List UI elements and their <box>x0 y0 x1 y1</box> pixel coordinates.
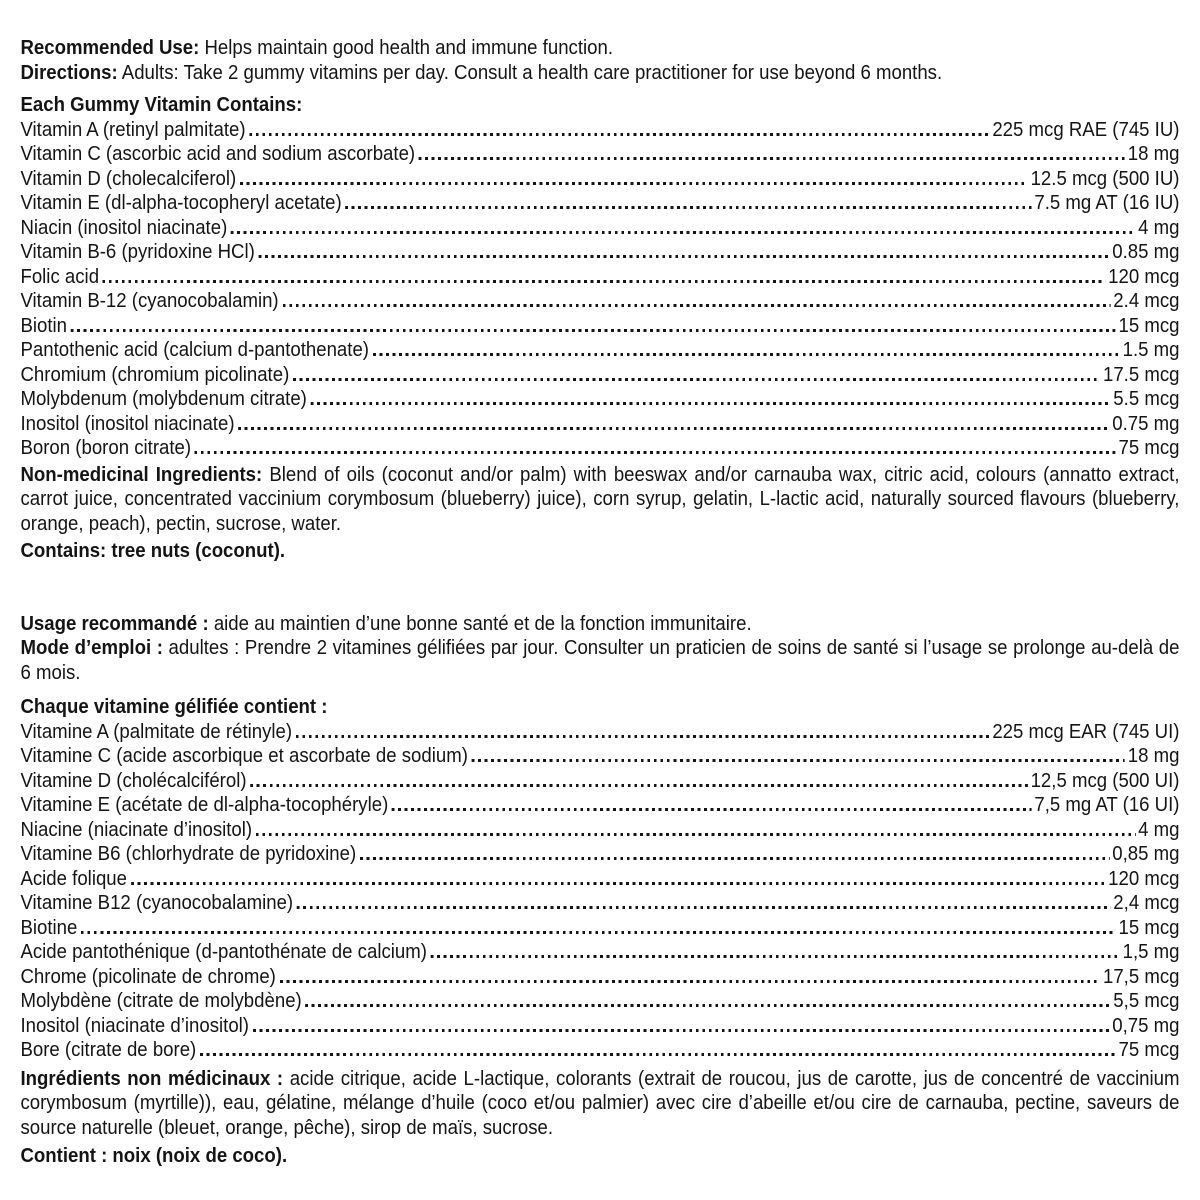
ingredient-name: Vitamin B-12 (cyanocobalamin) <box>20 290 279 312</box>
ingredient-row <box>20 363 1179 388</box>
ingredient-row <box>20 314 1179 339</box>
ingredient-amount: 0,85 mg <box>1112 843 1180 865</box>
ingredient-name: Bore (citrate de bore) <box>20 1039 197 1061</box>
ingredient-name: Vitamin B-6 (pyridoxine HCl) <box>20 241 255 263</box>
ingredient-amount: 4 mg <box>1138 216 1180 239</box>
ingredient-row <box>20 965 1179 990</box>
ingredient-row <box>20 842 1179 867</box>
ingredient-row <box>20 265 1179 290</box>
ingredient-row <box>20 412 1179 437</box>
fr-directions-text: adultes : Prendre 2 vitamines gélifiées par jour. Consulter un praticien de soins de santé si l’usage se prolonge au-delà de 6 mois. <box>20 637 1180 684</box>
ingredient-name: Acide pantothénique (d-pantothénate de calcium) <box>20 941 427 963</box>
ingredient-amount: 5.5 mcg <box>1113 388 1180 410</box>
dot-leader <box>195 451 1116 454</box>
ingredient-name: Vitamine B6 (chlorhydrate de pyridoxine) <box>20 843 357 865</box>
ingredient-amount: 15 mcg <box>1118 916 1180 939</box>
dot-leader <box>373 353 1120 356</box>
ingredient-name: Biotin <box>20 314 68 337</box>
dot-leader <box>296 735 990 738</box>
ingredient-row <box>20 867 1179 892</box>
ingredient-amount: 0,75 mg <box>1112 1014 1180 1037</box>
ingredient-row <box>20 891 1179 916</box>
fr-ingredient-list <box>20 720 1179 1063</box>
ingredient-name: Vitamine B12 (cyanocobalamine) <box>20 892 294 914</box>
ingredient-amount: 15 mcg <box>1118 314 1180 337</box>
fr-non-medicinal <box>20 1067 1179 1141</box>
en-non-medicinal <box>20 463 1179 537</box>
ingredient-name: Inositol (inositol niacinate) <box>20 412 235 435</box>
directions-text: Adults: Take 2 gummy vitamins per day. Consult a health care practitioner for use beyond 6 months. <box>121 61 943 84</box>
ingredient-amount: 225 mcg RAE (745 IU) <box>992 118 1180 141</box>
ingredient-name: Pantothenic acid (calcium d-pantothenate) <box>20 339 369 361</box>
ingredient-amount: 4 mg <box>1138 818 1180 841</box>
directions-line <box>20 61 1179 86</box>
recommended-use-line <box>20 36 1179 61</box>
non-medicinal-label: Non-medicinal Ingredients: <box>20 463 263 486</box>
ingredient-name: Chromium (chromium picolinate) <box>20 363 290 386</box>
dot-leader <box>231 231 1135 234</box>
ingredient-amount: 75 mcg <box>1118 1039 1180 1061</box>
ingredient-row <box>20 167 1179 192</box>
ingredient-amount: 2,4 mcg <box>1113 892 1180 914</box>
ingredient-amount: 18 mg <box>1127 143 1180 165</box>
ingredient-row <box>20 818 1179 843</box>
fr-non-medicinal-text: acide citrique, acide L-lactique, colorants (extrait de roucou, jus de carotte, jus de concentré de vaccinium corymbosum (myrtille)), eau, gélatine, mélange d’huile (coco et/ou palmier) avec cire d’abeille et/ou cire de carnauba, pectine, saveurs de source naturelle (bleuet, orange, pêche), sirop de maïs, sucrose. <box>20 1067 1180 1139</box>
ingredient-name: Vitamin C (ascorbic acid and sodium ascorbate) <box>20 143 416 165</box>
ingredient-amount: 5,5 mcg <box>1113 990 1180 1012</box>
dot-leader <box>81 931 1116 934</box>
ingredient-name: Vitamin E (dl-alpha-tocopheryl acetate) <box>20 192 342 214</box>
ingredient-row <box>20 940 1179 965</box>
en-section <box>20 36 1179 564</box>
ingredient-row <box>20 1038 1179 1063</box>
ingredient-row <box>20 118 1179 143</box>
ingredient-row <box>20 338 1179 363</box>
ingredient-name: Molybdène (citrate de molybdène) <box>20 990 302 1012</box>
non-medicinal-text: Blend of oils (coconut and/or palm) with beeswax and/or carnauba wax, citric acid, colours (annatto extract, carrot juice, concentrated vaccinium corymbosum (blueberry) juice), corn syrup, gelatin, L-lactic acid, naturally sourced flavours (blueberry, orange, peach), pectin, sucrose, water. <box>20 463 1180 535</box>
ingredient-row <box>20 387 1179 412</box>
dot-leader <box>259 255 1110 258</box>
ingredient-name: Molybdenum (molybdenum citrate) <box>20 388 307 410</box>
ingredient-row <box>20 793 1179 818</box>
ingredient-row <box>20 191 1179 216</box>
dot-leader <box>360 857 1110 860</box>
dot-leader <box>103 280 1106 283</box>
ingredient-row <box>20 769 1179 794</box>
fr-section <box>20 612 1179 1169</box>
ingredient-row <box>20 240 1179 265</box>
fr-recommended-use-text: aide au maintien d’une bonne santé et de la fonction immunitaire. <box>213 612 752 635</box>
dot-leader <box>280 980 1101 983</box>
dot-leader <box>345 206 1031 209</box>
dot-leader <box>305 1004 1110 1007</box>
en-ingredient-list <box>20 118 1179 461</box>
ingredient-row <box>20 289 1179 314</box>
fr-directions-label: Mode d’emploi : <box>20 637 163 659</box>
ingredient-amount: 12.5 mcg (500 IU) <box>1030 167 1180 190</box>
ingredient-name: Acide folique <box>20 867 128 890</box>
directions-label: Directions: <box>20 61 118 84</box>
dot-leader <box>297 906 1111 909</box>
fr-allergen-line: Contient : noix (noix de coco). <box>20 1145 288 1167</box>
dot-leader <box>293 378 1100 381</box>
dot-leader <box>71 329 1116 332</box>
ingredient-amount: 2.4 mcg <box>1113 290 1180 312</box>
dot-leader <box>238 427 1109 430</box>
ingredient-row <box>20 720 1179 745</box>
ingredient-amount: 1,5 mg <box>1122 941 1180 963</box>
ingredient-name: Vitamine D (cholécalciférol) <box>20 769 247 792</box>
dot-leader <box>250 784 1028 787</box>
ingredient-amount: 1.5 mg <box>1122 339 1180 361</box>
ingredient-name: Vitamine E (acétate de dl-alpha-tocophéryle) <box>20 794 389 816</box>
dot-leader <box>249 133 989 136</box>
ingredient-name: Niacin (inositol niacinate) <box>20 216 228 239</box>
dot-leader <box>419 157 1125 160</box>
dot-leader <box>131 882 1106 885</box>
ingredient-amount: 7.5 mg AT (16 IU) <box>1034 192 1180 214</box>
ingredient-amount: 0.75 mg <box>1112 412 1180 435</box>
ingredient-row <box>20 989 1179 1014</box>
dot-leader <box>392 808 1032 811</box>
ingredient-name: Biotine <box>20 916 78 939</box>
ingredient-amount: 7,5 mg AT (16 UI) <box>1034 794 1180 816</box>
fr-directions-line <box>20 636 1179 685</box>
dot-leader <box>472 759 1125 762</box>
ingredient-name: Folic acid <box>20 265 100 288</box>
ingredient-name: Vitamin A (retinyl palmitate) <box>20 118 246 141</box>
fr-contains-heading: Chaque vitamine gélifiée contient : <box>20 696 328 718</box>
ingredient-name: Boron (boron citrate) <box>20 437 192 459</box>
ingredient-name: Inositol (niacinate d’inositol) <box>20 1014 250 1037</box>
ingredient-amount: 120 mcg <box>1108 265 1180 288</box>
ingredient-row <box>20 142 1179 167</box>
en-allergen-line: Contains: tree nuts (coconut). <box>20 540 286 562</box>
recommended-use-label: Recommended Use: <box>20 37 200 59</box>
dot-leader <box>200 1053 1116 1056</box>
dot-leader <box>253 1029 1110 1032</box>
ingredient-name: Vitamine C (acide ascorbique et ascorbate de sodium) <box>20 745 468 767</box>
dot-leader <box>282 304 1110 307</box>
dot-leader <box>256 833 1136 836</box>
recommended-use-text: Helps maintain good health and immune function. <box>204 37 614 59</box>
ingredient-amount: 75 mcg <box>1118 437 1180 459</box>
ingredient-name: Niacine (niacinate d’inositol) <box>20 818 253 841</box>
en-contains-heading: Each Gummy Vitamin Contains: <box>20 94 303 116</box>
dot-leader <box>240 182 1028 185</box>
fr-recommended-use-line <box>20 612 1179 637</box>
ingredient-row <box>20 744 1179 769</box>
ingredient-row <box>20 436 1179 461</box>
dot-leader <box>311 402 1111 405</box>
ingredient-name: Vitamine A (palmitate de rétinyle) <box>20 720 293 743</box>
fr-non-medicinal-label: Ingrédients non médicinaux : <box>20 1067 284 1090</box>
ingredient-amount: 12,5 mcg (500 UI) <box>1030 769 1180 792</box>
ingredient-name: Chrome (picolinate de chrome) <box>20 965 276 988</box>
ingredient-row <box>20 916 1179 941</box>
ingredient-amount: 120 mcg <box>1108 867 1180 890</box>
fr-recommended-use-label: Usage recommandé : <box>20 612 209 635</box>
dot-leader <box>431 955 1120 958</box>
ingredient-amount: 225 mcg EAR (745 UI) <box>992 720 1180 743</box>
ingredient-row <box>20 1014 1179 1039</box>
ingredient-amount: 0.85 mg <box>1112 241 1180 263</box>
ingredient-row <box>20 216 1179 241</box>
ingredient-amount: 17.5 mcg <box>1102 363 1180 386</box>
ingredient-amount: 17,5 mcg <box>1102 965 1180 988</box>
ingredient-name: Vitamin D (cholecalciferol) <box>20 167 237 190</box>
ingredient-amount: 18 mg <box>1127 745 1180 767</box>
